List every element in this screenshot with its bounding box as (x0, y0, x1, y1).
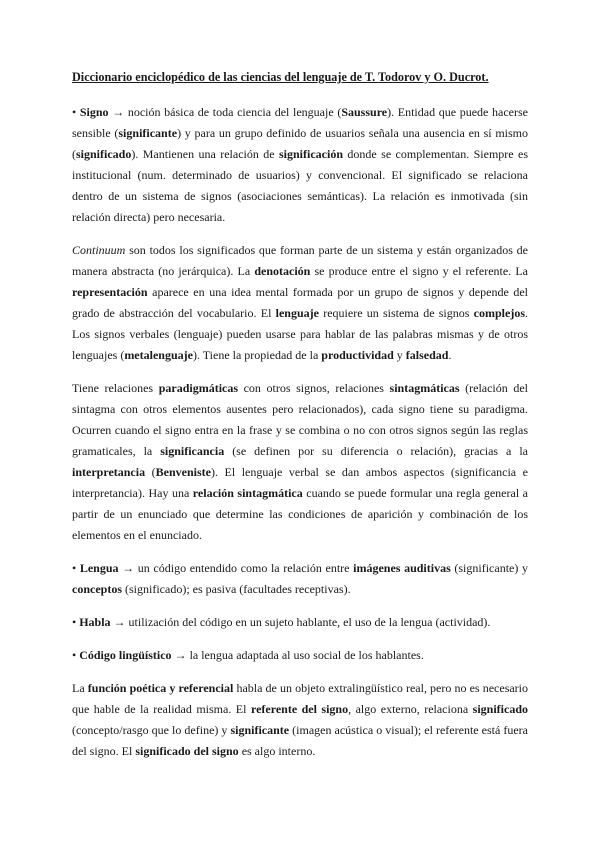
document-title: Diccionario enciclopédico de las ciencias del lenguaje de T. Todorov y O. Ducrot. (72, 70, 489, 84)
text-run: • (72, 105, 80, 119)
text-run: aparece en una idea mental formada por un grupo de signos y depende del grado de abstracción del vocabulario. El (72, 285, 528, 320)
paragraph-6 (72, 645, 528, 666)
bold-term: Saussure (341, 105, 388, 119)
document-body (72, 102, 528, 762)
bold-term: metalenguaje (124, 348, 193, 362)
bold-term: referente del signo (250, 702, 349, 716)
text-run: (imagen acústica o visual); el referente está fuera del signo. El (72, 723, 528, 758)
bold-term: significación (279, 147, 344, 161)
text-run: → un código entendido como la relación entre (118, 561, 354, 575)
text-run: , algo externo, relaciona (348, 702, 473, 716)
bold-term: complejos (473, 306, 525, 320)
text-run: habla de un objeto extralingüístico real, pero no es necesario que hable de la realidad misma. El (72, 681, 529, 716)
bold-term: productividad (321, 348, 394, 362)
bold-term: significante (118, 126, 178, 140)
bold-term: denotación (254, 264, 311, 278)
bold-term: falsedad (405, 348, 449, 362)
text-run: (concepto/rasgo que lo define) y (72, 723, 231, 737)
text-run: y (393, 348, 406, 362)
text-run: (se definen por su diferencia o relación), gracias a la (224, 444, 529, 458)
bold-term: representación (72, 285, 148, 299)
bold-term: Habla (79, 615, 111, 629)
text-run: ). El lenguaje verbal se dan ambos aspectos (significancia e interpretancia). Hay una (72, 465, 528, 500)
bold-term: función poética y referencial (87, 681, 234, 695)
bold-term: Lengua (79, 561, 119, 575)
text-run: ). Entidad que puede hacerse sensible ( (72, 105, 529, 140)
italic-term: Continuum (72, 243, 126, 257)
paragraph-5 (72, 612, 528, 633)
text-run: requiere un sistema de signos (318, 306, 474, 320)
bold-term: lenguaje (275, 306, 319, 320)
text-run: • (72, 561, 80, 575)
text-run: → utilización del código en un sujeto hablante, el uso de la lengua (actividad). (110, 615, 491, 629)
text-run: cuando se puede formular una regla general a partir de un enunciado que determine las condiciones de aparición y combinación de los elementos en el enunciado. (72, 486, 528, 542)
text-run: ( (145, 465, 156, 479)
bold-term: Signo (79, 105, 109, 119)
text-run: es algo interno. (238, 744, 316, 758)
text-run: • (72, 648, 80, 662)
paragraph-4 (72, 558, 528, 600)
bold-term: conceptos (72, 582, 122, 596)
text-run: Tiene relaciones (72, 381, 159, 395)
text-run: → la lengua adaptada al uso social de los hablantes. (171, 648, 424, 662)
text-run: con otros signos, relaciones (238, 381, 390, 395)
bold-term: imágenes auditivas (353, 561, 451, 575)
bold-term: Código lingüístico (79, 648, 172, 662)
text-run: → noción básica de toda ciencia del lenguaje ( (108, 105, 342, 119)
bold-term: relación sintagmática (192, 486, 303, 500)
bold-term: interpretancia (72, 465, 146, 479)
text-run: (significado); es pasiva (facultades receptivas). (122, 582, 351, 596)
bold-term: significado del signo (135, 744, 239, 758)
bold-term: paradigmáticas (158, 381, 239, 395)
bold-term: significante (230, 723, 290, 737)
text-run: ). Mantienen una relación de (131, 147, 279, 161)
text-run: ). Tiene la propiedad de la (192, 348, 322, 362)
text-run: • (72, 615, 80, 629)
text-run: ) y para un grupo definido de usuarios señala una ausencia en sí mismo ( (72, 126, 529, 161)
text-run: (significante) y (450, 561, 528, 575)
bold-term: Benveniste (155, 465, 211, 479)
text-run: se produce entre el signo y el referente. La (310, 264, 528, 278)
bold-term: significado (472, 702, 528, 716)
paragraph-2 (72, 240, 528, 366)
paragraph-3 (72, 378, 528, 546)
paragraph-1 (72, 102, 528, 228)
bold-term: significancia (160, 444, 225, 458)
text-run: (relación del sintagma con otros elementos ausentes pero relacionados), cada signo tiene su paradigma. Ocurren cuando el signo entra en la frase y se combina o no con otros signos según las reglas gramaticales, la (72, 381, 528, 458)
text-run: . Los signos verbales (lenguaje) pueden usarse para hablar de las palabras mismas y de otros lenguajes ( (72, 306, 528, 362)
text-run: La (72, 681, 88, 695)
paragraph-7 (72, 678, 528, 762)
text-run: son todos los significados que forman parte de un sistema y están organizados de manera abstracta (no jerárquica). La (72, 243, 528, 278)
text-run: . (448, 348, 452, 362)
bold-term: significado (76, 147, 132, 161)
text-run: donde se complementan. Siempre es institucional (num. determinado de usuarios) y convencional. El significado se relaciona dentro de un sistema de signos (asociaciones semánticas). La relación es inmotivada (sin relación directa) pero necesaria. (72, 147, 529, 224)
bold-term: sintagmáticas (389, 381, 460, 395)
